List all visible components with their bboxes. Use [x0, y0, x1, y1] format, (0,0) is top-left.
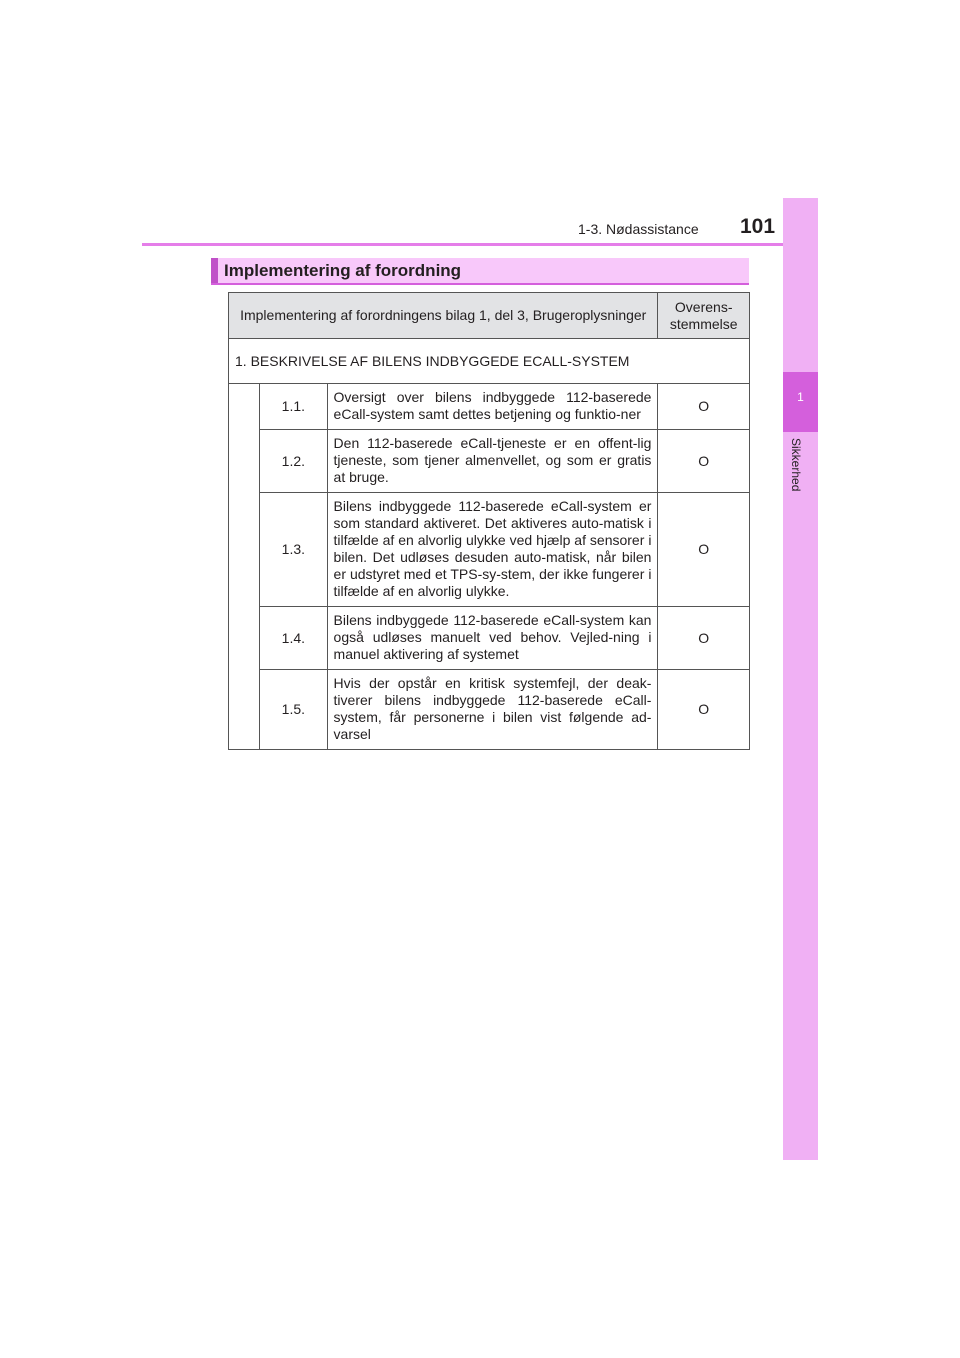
table-row — [229, 607, 750, 670]
row-number: 1.2. — [260, 430, 327, 493]
header-divider — [142, 243, 818, 246]
row-description: Bilens indbyggede 112-baserede eCall-system er som standard aktiveret. Det aktiveres auto-matisk i tilfælde af en alvorlig ulykke ved hjælp af sensorer i bilen. Det udløses desuden auto-matisk, når bilen er udstyret med et TPS-sy-stem, der ikke fungerer i tilfælde af en alvorlig ulykke. — [327, 493, 658, 607]
header-section-title: 1-3. Nødassistance — [578, 221, 699, 237]
table-indent-cell — [229, 384, 260, 750]
row-description: Oversigt over bilens indbyggede 112-baserede eCall-system samt dettes betjening og funktio-ner — [327, 384, 658, 430]
row-description: Bilens indbyggede 112-baserede eCall-system kan også udløses manuelt ved behov. Vejled-ning i manuel aktivering af systemet — [327, 607, 658, 670]
table-header-compliance — [658, 293, 750, 339]
section-title: Implementering af forordning — [224, 261, 462, 280]
table-header-row — [229, 293, 750, 339]
row-compliance-mark: O — [658, 384, 750, 430]
table-header-requirement: Implementering af forordningens bilag 1, del 3, Brugeroplysninger — [229, 293, 658, 339]
table-row — [229, 670, 750, 750]
row-compliance-mark: O — [658, 670, 750, 750]
row-description: Den 112-baserede eCall-tjeneste er en offent-lig tjeneste, som tjener almenvellet, og som er gratis at bruge. — [327, 430, 658, 493]
table-row — [229, 384, 750, 430]
chapter-label: Sikkerhed — [789, 438, 803, 492]
page-number: 101 — [740, 215, 776, 238]
row-compliance-mark: O — [658, 493, 750, 607]
row-description: Hvis der opstår en kritisk systemfejl, der deak-tiverer bilens indbyggede 112-baserede eCall-system, får personerne i bilen vist følgende ad-varsel — [327, 670, 658, 750]
row-number: 1.3. — [260, 493, 327, 607]
section-heading-underline — [211, 283, 749, 285]
regulation-table — [228, 292, 750, 750]
table-row — [229, 430, 750, 493]
row-compliance-mark: O — [658, 430, 750, 493]
compliance-header-text: Overens- stemmelse — [669, 298, 738, 332]
table-group-row — [229, 339, 750, 384]
row-number: 1.1. — [260, 384, 327, 430]
row-compliance-mark: O — [658, 607, 750, 670]
section-heading-accent — [211, 258, 218, 284]
row-number: 1.4. — [260, 607, 327, 670]
table-group-title: 1. BESKRIVELSE AF BILENS INDBYGGEDE ECALL-SYSTEM — [229, 339, 750, 384]
row-number: 1.5. — [260, 670, 327, 750]
chapter-side-tab — [783, 198, 818, 1160]
chapter-number: 1 — [797, 390, 804, 404]
table-row — [229, 493, 750, 607]
